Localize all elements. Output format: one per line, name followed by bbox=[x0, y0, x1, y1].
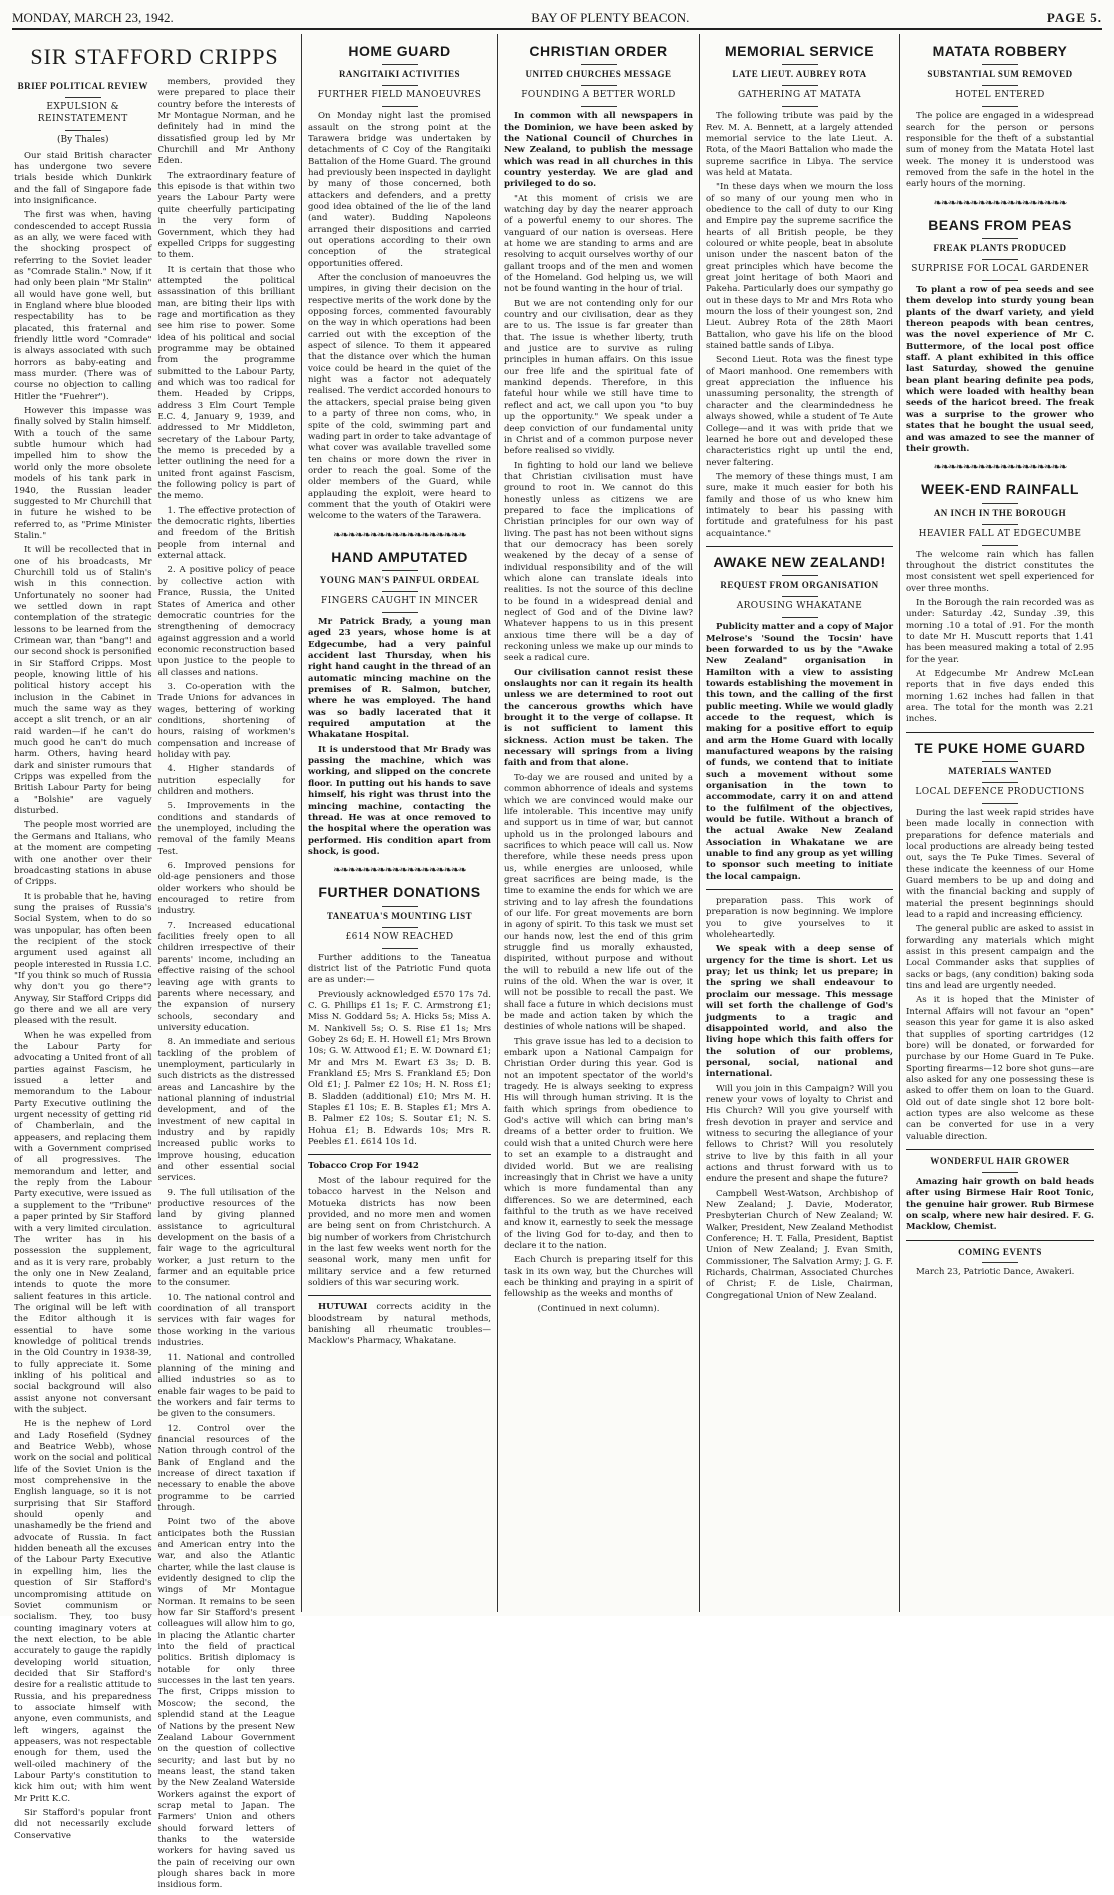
memorial-sub1: LATE LIEUT. AUBREY ROTA bbox=[732, 69, 867, 80]
hand-sub1: YOUNG MAN'S PAINFUL ORDEAL bbox=[319, 575, 480, 586]
homeguard-headline: HOME GUARD bbox=[348, 43, 451, 59]
donations-sub1: TANEATUA'S MOUNTING LIST bbox=[326, 910, 473, 921]
paragraph: After the conclusion of manoeuvres the umpires, in giving their decision on the respective merits of the work done by the opposing forces, commented favourably on the way in which operations had been carried out with the exception of the aspect of silence. To them it appeared that the distance over which the human voice could be heard in the quiet of the night was a factor not adequately realised. The verdict accorded honours to the attackers, special praise being given to a party of three non coms, who, in spite of the cold, swimming part and wading part in order to take advantage of what cover was available travelled some ten chains or more down the river in order to reach the goal. Some of the older members of the Guard, while applauding the exploit, were heard to comment that the youth of Otakiri were welcome to the waters of the Tarawera. bbox=[308, 273, 491, 522]
christian-bold: Our civilisation cannot resist these onslaughts nor can it regain its health unless we are determined to root out the cancerous growths which have brought it to the verge of collapse. It is not sufficient to lament this sickness. Action must be taken. The necessary will springs from a living faith and from that alone. bbox=[504, 667, 693, 769]
ornament-rule: ❧❧❧❧❧❧❧❧❧❧❧❧❧❧❧❧❧❧ bbox=[333, 529, 466, 541]
hair-body: Amazing hair growth on bald heads after using Birmese Hair Root Tonic, the genuine hair grower. Rub Birmese on scalp, where new hair desired. F. G. Macklow, Chemist. bbox=[906, 1176, 1094, 1233]
rain-headline: WEEK-END RAINFALL bbox=[921, 481, 1079, 498]
christian-body-2 bbox=[504, 773, 693, 1301]
paragraph: This grave issue has led to a decision to embark upon a National Campaign for Christian Order during this year. God is not an impotent spectator of the world's tragedy. He is always seeking to express His will through human striving. It is the faith which springs from obedience to God's active will which can bring man's dreams of a better order to fruition. We could wish that a united Church were here to set an example to a distraught and divided world. But we are realising increasingly that in Christ we have a unity which is more fundamental than any differences. So we are determined, each faithful to the truth as we have received and know it, earnestly to seek the message of the living God for to-day, and then to declare it to the nation. bbox=[504, 1036, 693, 1251]
memorial-body bbox=[706, 111, 893, 540]
paragraph: 11. National and controlled planning of the mining and allied industries so as to enable fair wages to be paid to the workers and fair terms to be given to the consumers. bbox=[157, 1352, 295, 1420]
christian-body bbox=[504, 194, 693, 665]
paragraph: The memory of these things must, I am sure, make it much easier for both his family and those of us who knew him intimately to bear his passing with fortitude and gratefulness for his past acquaintance." bbox=[706, 471, 893, 539]
tepuke-body bbox=[906, 808, 1094, 1143]
paragraph: It will be recollected that in one of his broadcasts, Mr Churchill told us of Stalin's wish in this connection. Unfortunately no sooner had we settled down in rapt contemplation of the strategic lessons to be learned from the Crimean war, than "bang"! and our second shock is personified in Sir Stafford Cripps. Most people, knowing little of his political history accept his inclusion in the Cabinet in much the same way as they accept a slit trench, or an air raid warden—if he can't do much good he can't do much harm. Others, having heard dark and sinister rumours that Cripps was expelled from the British Labour Party for being a "Bolshie" are vaguely disturbed. bbox=[14, 545, 152, 817]
issue-date: MONDAY, MARCH 23, 1942. bbox=[12, 10, 174, 25]
cripps-right-body bbox=[158, 77, 296, 1895]
homeguard-body bbox=[308, 111, 491, 522]
matata-sub1: SUBSTANTIAL SUM REMOVED bbox=[927, 69, 1073, 80]
paragraph: Previously acknowledged £570 17s 7d. C. G. Phillips £1 1s; F. C. Armstrong £1; Miss N. Goddard 5s; A. Hicks 5s; Miss A. M. Nankivell 5s; O. S. Rise £1 1s; Mrs Gobey 2s 6d; E. H. Howell £1; Mrs Brown 10s; G. W. Attwood £1; E. W. Downard £1; Mr and Mrs M. Ewart £3 3s; D. B. Frankland £5; Mrs S. Frankland £5; Don Old £1; J. Palmer £2 10s; H. N. Ross £1; B. Sladden (additional) £10; Mrs M. H. Staples £1 10s; E. B. Staples £1; Mrs A. B. Palmer £2 10s; S. Soutar £1; N. S. Hohua £1; B. Edwards 10s; Mrs R. Peebles £1. £614 10s 1d. bbox=[308, 989, 491, 1148]
paragraph: 9. The full utilisation of the productive resources of the land by giving planned assistance to agricultural development on the basis of a fair wage to the agricultural worker, a just return to the farmer and an equitable price to the consumer. bbox=[157, 1187, 295, 1289]
column-home-guard bbox=[302, 34, 498, 1612]
paragraph: The welcome rain which has fallen throughout the district constitutes the most consistent wet spell experienced for over three months. bbox=[906, 549, 1094, 594]
paragraph: Point two of the above anticipates both the Russian and American entry into the war, and also the Atlantic charter, while the last clause is evidently designed to clip the wings of Mr Montague Norman. It remains to be seen how far Sir Stafford's present colleagues will allow him to go, in placing the Atlantic charter into the field of practical politics. British diplomacy is notable for only three successes in the last ten years. The first, Cripps mission to Moscow; the second, the splendid stand at the League of Nations by the present New Zealand Labour Government on the question of collective security; and last but by no means least, the stand taken by the New Zealand Waterside Workers against the export of scrap metal to Japan. The Farmers' Union and others should forward letters of thanks to the waterside workers for having saved us the pain of receiving our own plough shares back in more insidious form. bbox=[157, 1517, 295, 1891]
donations-headline: FURTHER DONATIONS bbox=[318, 884, 481, 901]
matata-headline: MATATA ROBBERY bbox=[932, 43, 1068, 59]
paragraph: 5. Improvements in the conditions and standards of the unemployed, including the removal of the family Means Test. bbox=[157, 801, 295, 857]
hair-headline: WONDERFUL HAIR GROWER bbox=[930, 1155, 1070, 1166]
hutuwai-ad: HUTUWAI corrects acidity in the bloodstream by natural methods, banishing all rheumatic troubles—Macklow's Pharmacy, Whakatane. bbox=[308, 1302, 492, 1347]
tobacco-headline: Tobacco Crop For 1942 bbox=[308, 1161, 419, 1172]
cripps-left-body bbox=[14, 151, 152, 1843]
paragraph: The following tribute was paid by the Rev. M. A. Bennett, at a largely attended memorial service to the late Lieut. A. Rota, of the Maori Battalion who made the supreme sacrifice in Libya. The service was held at Matata. bbox=[706, 111, 893, 178]
paragraph: 8. An immediate and serious tackling of the problem of unemployment, particularly in such districts as the distressed areas and Lancashire by the national planning of industrial development, and of the investment of new capital in industry and by rapidly increased public works to improve housing, education and other essential social services. bbox=[157, 1037, 295, 1184]
awake-sub2: AROUSING WHAKATANE bbox=[736, 601, 863, 612]
paragraph: The general public are asked to assist in forwarding any materials which might assist in this present campaign and the Local Commander asks that supplies of sacks or bags, (any condition) baking soda tins and lead are urgently needed. bbox=[906, 924, 1094, 992]
paragraph: The first was when, having condescended to accept Russia as an ally, we were faced with the shocking prospect of referring to the Soviet leader as "Comrade Stalin." Now, if it had only been plain "Mr Stalin" all would have gone well, but in England where blue blooded respectability has to be placated, this fraternal and friendly little word "Comrade" is always associated with such horrors as baby-eating and mass murder. (There was of course no objection to calling Hitler the "Fuehrer"). bbox=[14, 210, 152, 402]
paragraph: Second Lieut. Rota was the finest type of Maori manhood. One remembers with great appreciation the influence his unassuming personality, the strength of character and the clearmindedness he always showed, while a student of Te Aute College—and it was with pride that we learned he bore out and developed these characteristics right up until the end, never faltering. bbox=[706, 355, 893, 468]
peas-sub2: SURPRISE FOR LOCAL GARDENER bbox=[911, 264, 1089, 275]
christian-cont-body bbox=[706, 896, 893, 941]
column-memorial bbox=[700, 34, 900, 1612]
christian-sub2: FOUNDING A BETTER WORLD bbox=[521, 90, 676, 101]
paragraph: To-day we are roused and united by a common abhorrence of ideals and systems which we are convinced would make our life intolerable. This incentive may unify and support us in time of war, but cannot uphold us in the prolonged labours and sacrifices to which peace will call us. Now therefore, while these needs press upon us, while energies are unloosed, while great sacrifices are being made, is the time to examine the ends for which we are striving and to lay afresh the foundations of our life. For great movements are born in agony of spirit. To this task we must set our hands now, lest the end of this grim struggle find us morally exhausted, dispirited, without purpose and without the will to rebuild a new life out of the ruins of the old. When the war is over, it will not be possible to recall the past. We shall face a future in which decisions must be made and action taken by which the destinies of whole nations will be shaped. bbox=[504, 772, 693, 1033]
peas-headline: BEANS FROM PEAS bbox=[928, 216, 1072, 233]
ornament-rule: ❧❧❧❧❧❧❧❧❧❧❧❧❧❧❧❧❧❧ bbox=[933, 462, 1067, 474]
hand-headline: HAND AMPUTATED bbox=[331, 548, 468, 565]
paragraph: At Edgecumbe Mr Andrew McLean reports that in five days ended this morning 1.62 inches had fallen in that area. The total for the month was 2.21 inches. bbox=[906, 669, 1094, 725]
paragraph: "At this moment of crisis we are watching day by day the nearer approach of a powerful enemy to our shores. The vanguard of our nation is overseas. Here at home we are standing to arms and are resolving to acquit ourselves worthy of our gallant troops and of the men and women of the Homeland. God helping us, we will not be found wanting in the hour of trial. bbox=[504, 193, 693, 295]
christian-cont-body-2 bbox=[706, 1084, 893, 1303]
paragraph: Each Church is preparing itself for this task in its own way, but the Churches will each be thinking and praying in a spirit of fellowship as the weeks and months of bbox=[504, 1255, 693, 1300]
hand-sub2: FINGERS CAUGHT IN MINCER bbox=[321, 596, 478, 607]
matata-body: The police are engaged in a widespread search for the person or persons responsible for the theft of a substantial sum of money from the Matata Hotel last week. The money it is understood was removed from the safe in the hotel in the early hours of the morning. bbox=[906, 111, 1094, 190]
paragraph: On Monday night last the promised assault on the strong point at the Tarawera bridge was undertaken by detachments of C Coy of the Rangitaiki Battalion of the Home Guard. The ground had previously been inspected in daylight by many of those concerned, both attackers and defenders, and a pretty good idea obtained of the lie of the land (and water). Budding Napoleons arranged their dispositions and carried out operations according to their own conception of the strategical opportunities offered. bbox=[308, 111, 491, 269]
tobacco-body: Most of the labour required for the tobacco harvest in the Nelson and Motueka districts has now been provided, and no more men and women are being sent on from Christchurch. A big number of workers from Christchurch in the last few weeks went north for the seasonal work, many men unfit for military service and a few returned soldiers of this war securing work. bbox=[308, 1175, 491, 1288]
donations-sub2: £614 NOW REACHED bbox=[345, 931, 454, 942]
column-christian-order bbox=[498, 34, 700, 1612]
rain-sub1: AN INCH IN THE BOROUGH bbox=[933, 507, 1067, 518]
cripps-byline: (By Thales) bbox=[56, 134, 109, 145]
christian-headline: CHRISTIAN ORDER bbox=[529, 43, 668, 59]
tepuke-sub1: MATERIALS WANTED bbox=[948, 766, 1052, 777]
rain-body bbox=[906, 550, 1094, 726]
paragraph: Will you join in this Campaign? Will you renew your vows of loyalty to Christ and His Church? Will you give yourself with fresh devotion in prayer and service and witness to securing the allegiance of your fellows to Christ? Will you resolutely strive to live by this faith in all your actions and thrust forward with us to endure the present and shape the future? bbox=[706, 1083, 893, 1185]
paragraph: 4. Higher standards of nutrition especially for children and mothers. bbox=[157, 764, 295, 797]
paragraph: 6. Improved pensions for old-age pensioners and those older workers who should be encouraged to retire from industry. bbox=[157, 861, 295, 917]
homeguard-sub1: RANGITAIKI ACTIVITIES bbox=[338, 69, 461, 80]
column-cripps bbox=[12, 34, 302, 1891]
paragraph: During the last week rapid strides have been made locally in connection with preparations for defence materials and local productions are already being tested out, says the Te Puke Times. Several of these indicate the keenness of our Home Guard members to be up and doing and with the financial backing and supply of material the present beginnings should lead to a rapid and increasing efficiency. bbox=[906, 807, 1094, 921]
paragraph: He is the nephew of Lord and Lady Rosefield (Sydney and Beatrice Webb), whose work on the social and political life of the Soviet Union is the most comprehensive in the English language, so it is not surprising that Sir Stafford should openly and unashamedly be the friend and advocate of Russia. In fact hidden beneath all the excuses of the Labour Party Executive in expelling him, lies the question of Sir Stafford's uncompromising attitude on Soviet communism or socialism. They, too busy counting imaginary voters at the next election, to be able accurately to gauge the rapidly developing world situation, decided that Sir Stafford's desire for a realistic attitude to Russia, and his preparedness to associate himself with anyone, even communists, and left wingers, against the appeasers, was not respectable enough for them, used the well-oiled machinery of the Labour Party's constitution to kick him out; with him went Mr Pritt K.C. bbox=[14, 1419, 152, 1804]
awake-headline: AWAKE NEW ZEALAND! bbox=[713, 553, 886, 570]
awake-sub1: REQUEST FROM ORGANISATION bbox=[720, 580, 879, 591]
paragraph: In the Borough the rain recorded was as under: Saturday .42, Sunday .39, this morning .10 a total of .91. For the month to date Mr H. Muscutt reports that 1.41 has been measured making a total of 2.95 for the year. bbox=[906, 597, 1094, 665]
donations-body bbox=[308, 953, 491, 1149]
paragraph: "In these days when we mourn the loss of so many of our young men who in obedience to the call of duty to our King and Empire pay the supreme sacrifice the hearts of all British people, be they coloured or white people, beat in absolute unison under the nascent baton of the great principles which have become the great joint heritage of both Maori and Pakeha. Particularly does our sympathy go out in these days to Mr and Mrs Rota who mourn the loss of their youngest son, 2nd Lieut. Aubrey Rota of the 28th Maori Battalion, who gave his life on the blood stained battle sands of Libya. bbox=[706, 182, 893, 352]
peas-body: To plant a row of pea seeds and see them develop into sturdy young bean plants of the dwarf variety, and yield thereon peapods with bean centres, was the novel experience of Mr C. Buttermore, of the local post office staff. A plant exhibited in this office last Saturday, showed the genuine bean plant bearing definite pea pods, which were loaded with healthy bean seeds of the haricot breed. The freak was a surprise to the grower who states that he bought the usual seed, and was amazed to see the manner of their growth. bbox=[906, 285, 1094, 454]
paper-name: BAY OF PLENTY BEACON. bbox=[531, 10, 690, 25]
events-body: March 23, Patriotic Dance, Awakeri. bbox=[916, 1267, 1075, 1278]
paragraph: The people most worried are the Germans and Italians, who at the moment are competing with one another over their broadcasting stations in abuse of Cripps. bbox=[14, 820, 152, 888]
christian-lead: In common with all newspapers in the Dominion, we have been asked by the National Council of Churches in New Zealand, to publish the message which was read in all churches in this country yesterday. We are glad and privileged to do so. bbox=[504, 111, 693, 190]
paragraph: It is probable that he, having sung the praises of Russia's Social System, when to do so was unpopular, has often been the recipient of the stock argument used against all people interested in Russia I.C. "If you think so much of Russia why don't you go there"? Anyway, Sir Stafford Cripps did go there and we all are very pleased with the result. bbox=[14, 891, 152, 1027]
memorial-headline: MEMORIAL SERVICE bbox=[724, 43, 875, 59]
paragraph: The extraordinary feature of this episode is that within two years the Labour Party were quite cheerfully participating in the very form of Government, which they had expelled Cripps for suggesting to them. bbox=[157, 170, 295, 261]
paragraph: 2. A positive policy of peace by collective action with France, Russia, the United States of America and other democratic countries for the strengthening of democracy against aggression and a world economic reconstruction based upon justice to the people to all classes and nations. bbox=[157, 565, 295, 678]
cripps-headline: SIR STAFFORD CRIPPS bbox=[30, 44, 279, 69]
paragraph: Further additions to the Taneatua district list of the Patriotic Fund quota are as under:— bbox=[308, 952, 491, 986]
paragraph: 12. Control over the financial resources of the Nation through control of the Bank of England and the increase of direct taxation if necessary to enable the above programme to be carried through. bbox=[157, 1423, 295, 1513]
paragraph: It is certain that those who attempted the political assassination of this brilliant man, are biting their lips with rage and mortification as they see him rise to power. Some idea of his political and social programme may be obtained from the programme submitted to the Labour Party, and which was too radical for them. Headed by Cripps, address 3 Elm Court Temple E.C. 4, January 9, 1939, and addressed to Mr Middleton, secretary of the Labour Party, the memo is preceded by a letter outlining the need for a united front against Fascism, the following policy is part of the memo. bbox=[157, 264, 295, 502]
rain-sub2: HEAVIER FALL AT EDGECUMBE bbox=[918, 528, 1082, 539]
matata-sub2: HOTEL ENTERED bbox=[955, 90, 1045, 101]
christian-continued: (Continued in next column). bbox=[537, 1303, 660, 1314]
homeguard-sub2: FURTHER FIELD MANOEUVRES bbox=[317, 90, 482, 101]
cripps-sub2: EXPULSION & REINSTATEMENT bbox=[37, 101, 128, 124]
tepuke-sub2: LOCAL DEFENCE PRODUCTIONS bbox=[915, 787, 1085, 798]
tepuke-headline: TE PUKE HOME GUARD bbox=[914, 739, 1086, 756]
paragraph: As it is hoped that the Minister of Internal Affairs will not favour an "open" season this year for game it is also asked that supplies of sporting cartridges (12 bore) will be donated, or forwarded for purchase by our Home Guard in Te Puke. Sporting firearms—12 bore shot guns—are also asked for any one possessing these is asked to offer them on loan to the Guard. Old out of date single shot 12 bore bolt-action types are also welcome as these can be converted for use in a very valuable direction. bbox=[906, 995, 1094, 1142]
cripps-left bbox=[14, 77, 152, 1895]
paragraph: However this impasse was finally solved by Stalin himself. With a touch of the same subtle humour which had impelled him to show the world only the more obsolete models of his tank park in 1940, the Russian leader suggested to Mr Churchill that in future he wished to be referred to, as "Prime Minister Stalin." bbox=[14, 406, 152, 541]
paragraph: 7. Increased educational facilities freely open to all children irrespective of their parents' income, including an effective raising of the school leaving age with grants to parents where necessary, and the expansion of nursery schools, secondary and university education. bbox=[157, 920, 295, 1033]
paragraph: 1. The effective protection of the democratic rights, liberties and freedom of the British people from internal and external attack. bbox=[157, 505, 295, 562]
peas-sub1: FREAK PLANTS PRODUCED bbox=[933, 243, 1067, 254]
memorial-sub2: GATHERING AT MATATA bbox=[737, 90, 862, 101]
ornament-rule: ❧❧❧❧❧❧❧❧❧❧❧❧❧❧❧❧❧❧ bbox=[333, 865, 466, 877]
column-matata bbox=[900, 34, 1100, 1612]
paragraph: When he was expelled from the Labour Party for advocating a United front of all parties against Fascism, he issued a letter and memorandum to the Labour Party Executive outlining the urgent necessity of getting rid of Chamberlain, and the appeasers, and replacing them with a Government comprised of all progressives. The memorandum and letter, and the reply from the Labour Party executive, were issued as a supplement to the "Tribune" a paper printed by Sir Stafford with a very limited circulation. The writer has in his possession the supplement, and as it is very rare, probably the only one in New Zealand, intends to quote the more salient features in this article. The original will be left with the Editor although it is essential to have some knowledge of political trends in the Old Country in 1938-39, to fully appreciate it. Some inkling of his political and social background will also assist anyone not conversant with the subject. bbox=[14, 1030, 152, 1415]
paragraph: Our staid British character has undergone two severe trials beside which Dunkirk and the fall of Singapore fade into insignificance. bbox=[14, 150, 152, 206]
paragraph: preparation pass. This work of preparation is now beginning. We implore you to give yourselves to it wholeheartedly. bbox=[706, 896, 893, 941]
paragraph: members, provided they were prepared to place their country before the interests of Mr Montague Norman, and he definitely had in mind the dissatisfied group led by Mr Churchill and Mr Anthony Eden. bbox=[157, 77, 295, 167]
events-headline: COMING EVENTS bbox=[958, 1246, 1042, 1257]
awake-body: Publicity matter and a copy of Major Melrose's 'Sound the Tocsin' have been forwarded to us by the "Awake New Zealand" organisation in Hamilton with a view to assisting towards establishing the movement in this town, and the calling of the first public meeting. While we would gladly accede to the request, which is making for a positive effort to equip and arm the Home Guard with locally manufactured weapons by the raising of funds, we contend that to initiate such a movement without some organisation in the town to accommodate, carry it on and attend to the fulfilment of the objectives, would be futile. Without a branch of the actual Awake New Zealand Association in Whakatane we are unable to find any group as yet willing to sponsor such meeting to initiate the local campaign. bbox=[706, 622, 893, 882]
paragraph: Sir Stafford's popular front did not necessarily exclude Conservative bbox=[14, 1808, 152, 1841]
paragraph: 3. Co-operation with the Trade Unions for advances in wages, bettering of working conditions, shortening of hours, raising of workmen's compensation and increase of holiday with pay. bbox=[157, 681, 295, 760]
hand-body: It is understood that Mr Brady was passing the machine, which was working, and slipped on the concrete floor. In putting out his hands to save himself, his right was thrust into the mincing machine, contacting the thread. He was at once removed to the hospital where the operation was performed. His condition apart from shock, is good. bbox=[308, 744, 491, 857]
paragraph: Campbell West-Watson, Archbishop of New Zealand; J. Davie, Moderator, Presbyterian Church of New Zealand; W. Walker, President, New Zealand Methodist Conference; H. T. Falla, President, Baptist Union of New Zealand; J. Evan Smith, Commissioner, The Salvation Army; J. G. F. Richards, Chairman, Associated Churches of Christ; F. de Lisle, Chairman, Congregational Union of New Zealand. bbox=[706, 1188, 893, 1301]
christian-sub1: UNITED CHURCHES MESSAGE bbox=[525, 69, 672, 80]
masthead bbox=[12, 10, 1102, 30]
ornament-rule: ❧❧❧❧❧❧❧❧❧❧❧❧❧❧❧❧❧❧ bbox=[933, 197, 1067, 209]
paragraph: But we are not contending only for our country and our civilisation, dear as they are to us. The issue is far greater than that. The issue is whether liberty, truth and justice are to survive as ruling principles in human affairs. On this issue our free life and the spiritual fate of mankind depends. Therefore, in this fateful hour while we still have time to reflect and act, we call upon you "to buy up the opportunity." We speak under a deep conviction of our fundamental unity in Christ and of a common purpose never before realised so vividly. bbox=[504, 298, 693, 457]
page-number: PAGE 5. bbox=[1046, 10, 1102, 25]
paragraph: In fighting to hold our land we believe that Christian civilisation must have ground to root in. We cannot do this honestly unless as citizens we are prepared to face the implications of Christian principles for our own way of living. The past has not been without signs that our democracy has been sorely weakened by the decay of a sense of individual responsibility and of the will which alone can translate ideals into realities. Is not the source of this decline to be found in a widespread denial and neglect of God and of the Divine law? Whatever happens to us in this present anxious time there will be a day of reckoning unless we make up our minds to seek a radical cure. bbox=[504, 460, 693, 664]
cripps-sub1: BRIEF POLITICAL REVIEW bbox=[17, 81, 148, 92]
paragraph: 10. The national control and coordination of all transport services with fair wages for those working in the various industries. bbox=[157, 1292, 295, 1349]
christian-cont-bold: We speak with a deep sense of urgency for the time is short. Let us pray; let us think; let us prepare; in the spring we shall endeavour to proclaim our message. This message will set forth the challenge of God's judgments to a tragic and disappointed world, and also the living hope which this faith offers for the solution of our problems, personal, social, national and international. bbox=[706, 944, 893, 1080]
hand-lead: Mr Patrick Brady, a young man aged 23 years, whose home is at Edgecumbe, had a very painful accident last Thursday, when his right hand caught in the thread of an automatic mincing machine on the premises of R. Salmon, butcher, where he was employed. The hand was so badly lacerated that it required amputation at the Whakatane Hospital. bbox=[308, 617, 491, 741]
